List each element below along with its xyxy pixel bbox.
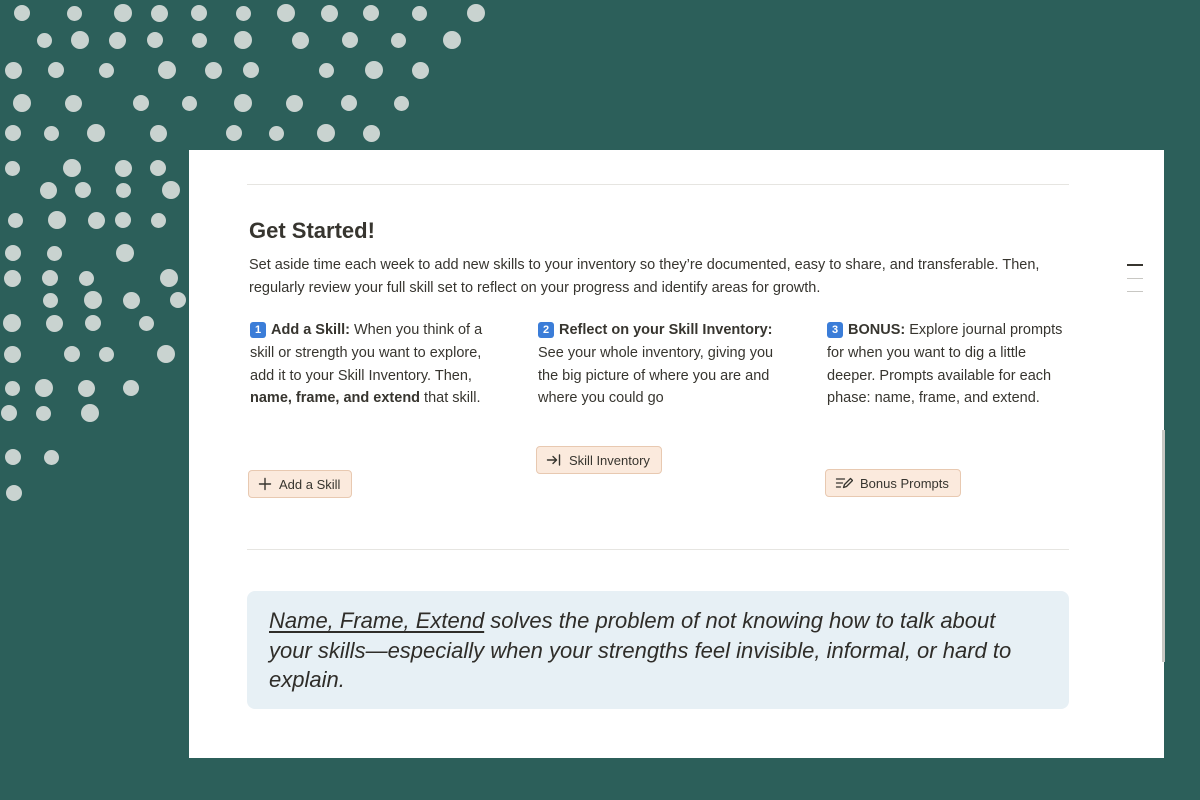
decorative-dot: [35, 379, 53, 397]
decorative-dot: [160, 269, 178, 287]
decorative-dot: [4, 346, 21, 363]
decorative-dot: [162, 181, 180, 199]
decorative-dot: [48, 62, 64, 78]
decorative-dot: [133, 95, 149, 111]
decorative-dot: [443, 31, 461, 49]
decorative-dot: [64, 346, 80, 362]
divider: [247, 184, 1069, 185]
decorative-dot: [269, 126, 284, 141]
step-text: Explore journal prompts for when you want to dig a little deeper. Prompts available for each phase: name, frame, and extend.: [827, 322, 1063, 407]
decorative-dot: [139, 316, 154, 331]
decorative-dot: [99, 63, 114, 78]
decorative-dot: [412, 6, 427, 21]
section-intro: Set aside time each week to add new skills to your inventory so they’re documented, easy to share, and transferable. Then, regularly review your full skill set to reflect on your progress and identify areas for growth.: [249, 257, 1040, 296]
decorative-dot: [342, 32, 358, 48]
plus-icon: [258, 477, 272, 491]
decorative-dot: [412, 62, 429, 79]
decorative-dot: [75, 182, 91, 198]
toc-marker[interactable]: [1127, 291, 1143, 292]
decorative-dot: [87, 124, 105, 142]
step-title: Reflect on your Skill Inventory:: [559, 322, 773, 338]
step-column-reflect: [538, 319, 783, 410]
step-text: When you think of a skill or strength you want to explore, add it to your Skill Inventory. Then,: [250, 322, 483, 384]
decorative-dot: [44, 450, 59, 465]
decorative-dot: [1, 405, 17, 421]
decorative-dot: [5, 161, 20, 176]
button-label: Add a Skill: [279, 476, 341, 492]
decorative-dot: [182, 96, 197, 111]
decorative-dot: [123, 292, 140, 309]
toc-marker[interactable]: [1127, 278, 1143, 279]
skill-inventory-button[interactable]: [536, 446, 662, 474]
step-text-end: that skill.: [420, 390, 481, 407]
decorative-dot: [115, 212, 131, 228]
decorative-dot: [44, 126, 59, 141]
decorative-dot: [116, 183, 131, 198]
notion-page: [189, 150, 1164, 758]
decorative-dot: [317, 124, 335, 142]
decorative-dot: [4, 270, 21, 287]
step-text: See your whole inventory, giving you the big picture of where you are and where you could go: [538, 344, 774, 407]
decorative-dot: [321, 5, 338, 22]
decorative-dot: [88, 212, 105, 229]
decorative-dot: [150, 125, 167, 142]
decorative-dot: [14, 5, 30, 21]
decorative-dot: [170, 292, 186, 308]
step-column-bonus: [827, 319, 1067, 410]
decorative-dot: [48, 211, 66, 229]
decorative-dot: [78, 380, 95, 397]
decorative-dot: [365, 61, 383, 79]
step-column-add-skill: [250, 319, 490, 410]
decorative-dot: [47, 246, 62, 261]
decorative-dot: [157, 345, 175, 363]
step-title: BONUS:: [848, 322, 906, 338]
callout-block: [247, 591, 1069, 709]
decorative-dot: [191, 5, 207, 21]
decorative-dot: [67, 6, 82, 21]
decorative-dot: [226, 125, 242, 141]
decorative-dot: [116, 244, 134, 262]
decorative-dot: [5, 449, 21, 465]
step-title: Add a Skill:: [271, 322, 350, 338]
decorative-dot: [319, 63, 334, 78]
decorative-dot: [114, 4, 132, 22]
add-skill-button[interactable]: [248, 470, 352, 498]
decorative-dot: [6, 485, 22, 501]
decorative-dot: [363, 125, 380, 142]
decorative-dot: [13, 94, 31, 112]
decorative-dot: [234, 31, 252, 49]
decorative-dot: [42, 270, 58, 286]
callout-link[interactable]: Name, Frame, Extend: [269, 608, 485, 633]
decorative-dot: [79, 271, 94, 286]
decorative-dot: [71, 31, 89, 49]
number-2-badge: 2: [538, 322, 554, 338]
decorative-dot: [63, 159, 81, 177]
decorative-dot: [5, 125, 21, 141]
scrollbar[interactable]: [1162, 430, 1165, 662]
decorative-dot: [236, 6, 251, 21]
decorative-dot: [151, 5, 168, 22]
arrow-to-bar-icon: [546, 453, 562, 467]
decorative-dot: [99, 347, 114, 362]
decorative-dot: [81, 404, 99, 422]
decorative-dot: [467, 4, 485, 22]
decorative-dot: [292, 32, 309, 49]
decorative-dot: [150, 160, 166, 176]
decorative-dot: [37, 33, 52, 48]
decorative-dot: [123, 380, 139, 396]
decorative-dot: [109, 32, 126, 49]
number-3-badge: 3: [827, 322, 843, 338]
edit-lines-icon: [835, 476, 853, 490]
decorative-dot: [40, 182, 57, 199]
decorative-dot: [8, 213, 23, 228]
decorative-dot: [5, 381, 20, 396]
decorative-dot: [234, 94, 252, 112]
decorative-dot: [394, 96, 409, 111]
decorative-dot: [46, 315, 63, 332]
decorative-dot: [147, 32, 163, 48]
decorative-dot: [341, 95, 357, 111]
button-label: Bonus Prompts: [860, 475, 949, 491]
decorative-dot: [36, 406, 51, 421]
decorative-dot: [85, 315, 101, 331]
decorative-dot: [115, 160, 132, 177]
callout-text: solves the problem of not knowing how to talk about your skills—especially when your strengths feel invisible, informal, or hard to explain.: [269, 608, 1012, 692]
toc-marker-active[interactable]: [1127, 264, 1143, 266]
decorative-dot: [5, 245, 21, 261]
decorative-dot: [151, 213, 166, 228]
decorative-dot: [205, 62, 222, 79]
decorative-dot: [3, 314, 21, 332]
decorative-dot: [363, 5, 379, 21]
decorative-dot: [243, 62, 259, 78]
decorative-dot: [158, 61, 176, 79]
step-text-bold: name, frame, and extend: [250, 390, 421, 407]
decorative-dot: [5, 62, 22, 79]
decorative-dot: [286, 95, 303, 112]
decorative-dot: [65, 95, 82, 112]
section-heading: Get Started!: [249, 218, 375, 243]
decorative-dot: [391, 33, 406, 48]
button-label: Skill Inventory: [569, 452, 650, 468]
number-1-badge: 1: [250, 322, 266, 338]
bonus-prompts-button[interactable]: [825, 469, 961, 497]
divider: [247, 549, 1069, 550]
decorative-dot: [192, 33, 207, 48]
decorative-dot: [43, 293, 58, 308]
decorative-dot: [84, 291, 102, 309]
decorative-dot: [277, 4, 295, 22]
